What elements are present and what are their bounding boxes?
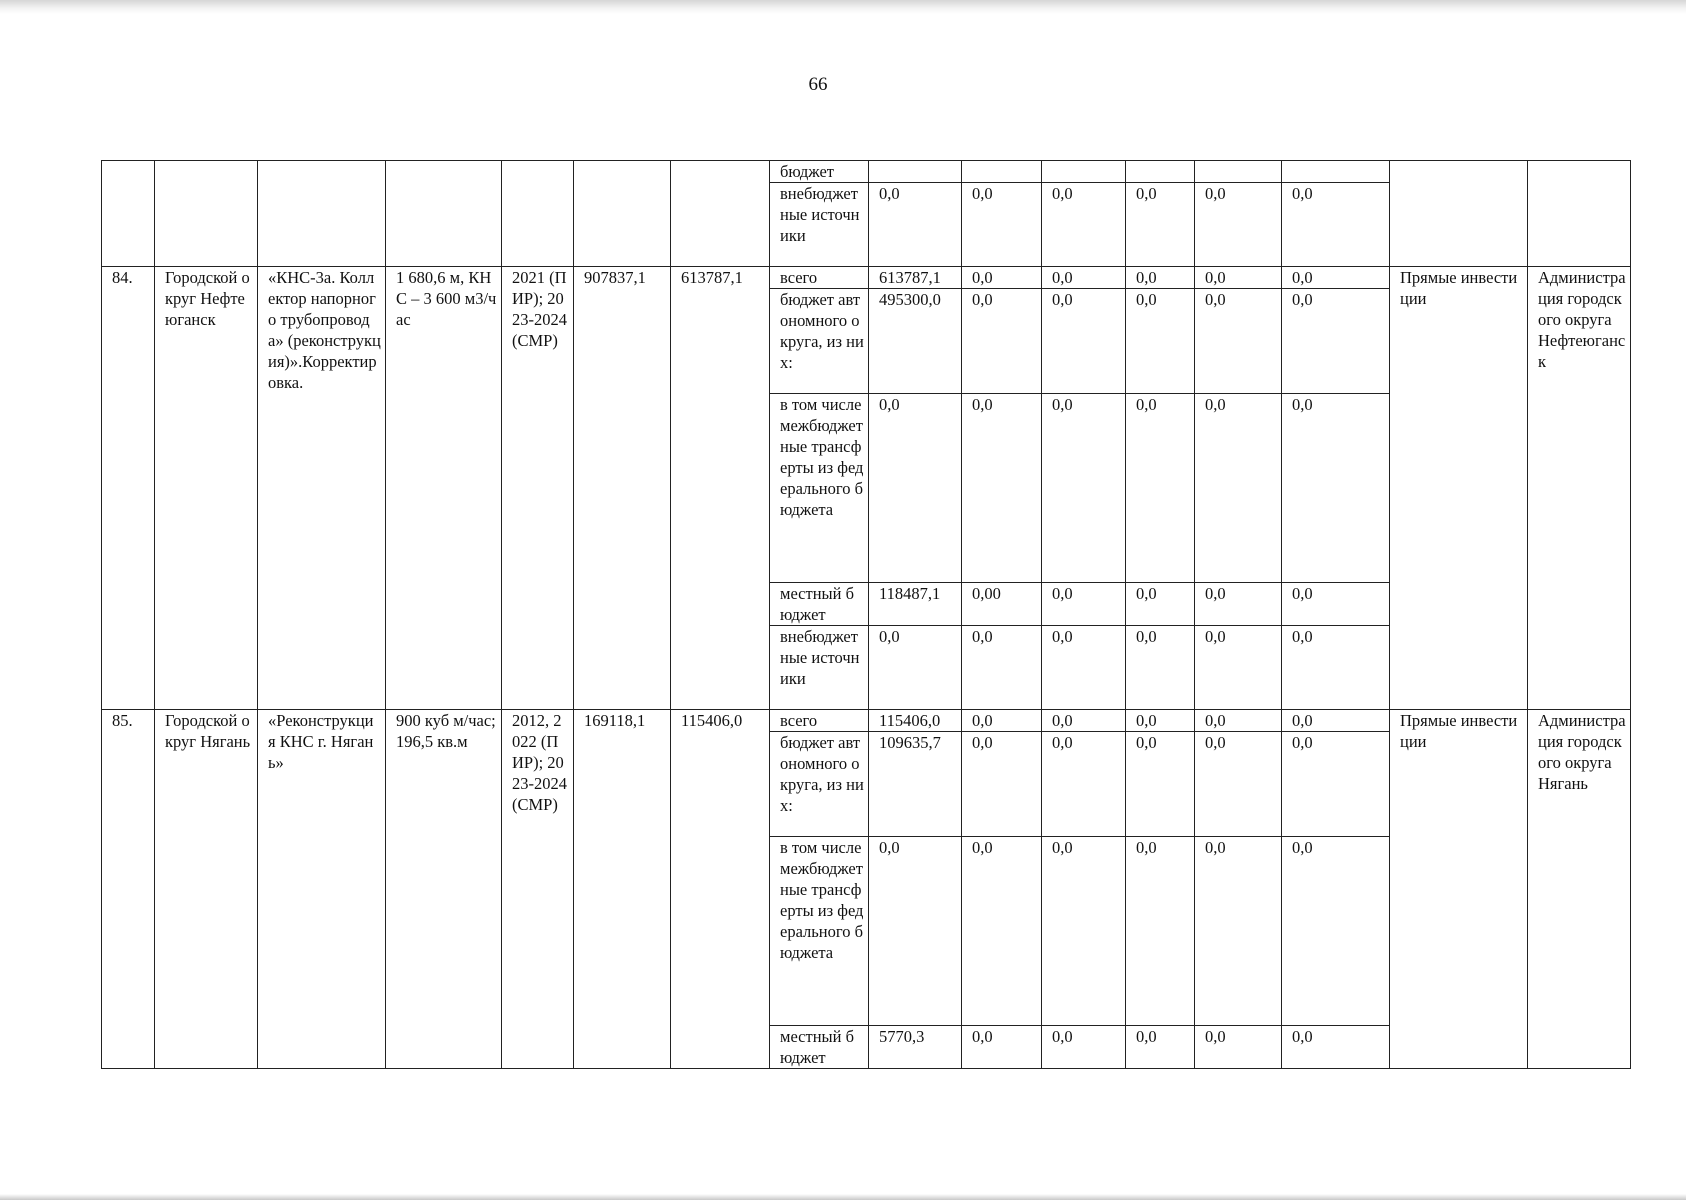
scan-edge-bottom [0, 1194, 1686, 1200]
capacity-cell [386, 161, 502, 267]
remaining-cell: 115406,0 [671, 710, 770, 1069]
value-cell: 0,0 [1195, 394, 1282, 583]
value-cell: 0,0 [1195, 1026, 1282, 1069]
value-cell: 0,0 [1126, 626, 1195, 710]
num-cell: 84. [102, 267, 155, 710]
value-cell: 0,0 [1042, 583, 1126, 626]
value-cell: 0,0 [1042, 394, 1126, 583]
value-cell: 0,0 [1282, 710, 1390, 732]
object-cell: «Реконструкция КНС г. Нягань» [258, 710, 386, 1069]
table-row [102, 710, 1631, 732]
value-cell: 0,0 [1126, 732, 1195, 837]
value-cell [962, 161, 1042, 183]
customer-cell: Администрация городского округа Нягань [1528, 710, 1631, 1069]
value-cell: 0,0 [1282, 583, 1390, 626]
value-cell: 0,0 [1195, 837, 1282, 1026]
funding-source-cell: в том числе межбюджетные трансферты из федерального бюджета [770, 837, 869, 1026]
value-cell: 115406,0 [869, 710, 962, 732]
value-cell: 0,0 [1126, 289, 1195, 394]
value-cell: 0,0 [1042, 289, 1126, 394]
value-cell: 0,0 [869, 183, 962, 267]
value-cell: 0,0 [1126, 394, 1195, 583]
value-cell: 0,0 [1195, 732, 1282, 837]
value-cell: 0,0 [1042, 837, 1126, 1026]
funding-source-cell: местный бюджет [770, 1026, 869, 1069]
customer-cell: Администрация городского округа Нефтеюганск [1528, 267, 1631, 710]
funding-source-cell: местный бюджет [770, 583, 869, 626]
table-row [102, 267, 1631, 289]
value-cell: 613787,1 [869, 267, 962, 289]
value-cell: 0,0 [1282, 837, 1390, 1026]
value-cell: 0,0 [1042, 1026, 1126, 1069]
value-cell: 0,0 [1126, 1026, 1195, 1069]
value-cell: 0,0 [1282, 183, 1390, 267]
value-cell: 0,0 [1282, 267, 1390, 289]
value-cell: 0,0 [1282, 289, 1390, 394]
value-cell: 118487,1 [869, 583, 962, 626]
funding-source-cell: всего [770, 710, 869, 732]
funding-source-cell: всего [770, 267, 869, 289]
remaining-cell: 613787,1 [671, 267, 770, 710]
page-number: 66 [808, 74, 828, 95]
value-cell: 0,0 [962, 267, 1042, 289]
form-cell: Прямые инвестиции [1390, 710, 1528, 1069]
value-cell: 0,0 [962, 626, 1042, 710]
value-cell: 0,0 [962, 837, 1042, 1026]
cost-cell: 169118,1 [574, 710, 671, 1069]
value-cell: 0,0 [962, 289, 1042, 394]
cost-cell: 907837,1 [574, 267, 671, 710]
period-cell: 2021 (ПИР); 2023-2024 (СМР) [502, 267, 574, 710]
object-cell [258, 161, 386, 267]
municipality-cell [155, 161, 258, 267]
value-cell: 109635,7 [869, 732, 962, 837]
value-cell: 0,0 [962, 710, 1042, 732]
value-cell [1126, 161, 1195, 183]
funding-source-cell: бюджет автономного округа, из них: [770, 732, 869, 837]
value-cell: 0,0 [1042, 710, 1126, 732]
municipality-cell: Городской округ Нягань [155, 710, 258, 1069]
value-cell: 0,0 [1282, 626, 1390, 710]
value-cell: 0,0 [1282, 732, 1390, 837]
funding-source-cell: в том числе межбюджетные трансферты из федерального бюджета [770, 394, 869, 583]
value-cell [1282, 161, 1390, 183]
cost-cell [574, 161, 671, 267]
value-cell: 0,0 [1195, 267, 1282, 289]
value-cell: 0,0 [1282, 394, 1390, 583]
scan-edge-top [0, 0, 1686, 14]
value-cell: 0,0 [1126, 837, 1195, 1026]
value-cell: 5770,3 [869, 1026, 962, 1069]
value-cell: 0,0 [1042, 267, 1126, 289]
value-cell: 0,0 [962, 1026, 1042, 1069]
value-cell: 0,0 [869, 626, 962, 710]
object-cell: «КНС-3а. Коллектор напорного трубопровода» (реконструкция)».Корректировка. [258, 267, 386, 710]
investment-table [101, 160, 1631, 1069]
value-cell: 0,0 [1195, 626, 1282, 710]
funding-source-cell: внебюджетные источники [770, 626, 869, 710]
funding-source-cell: бюджет автономного округа, из них: [770, 289, 869, 394]
capacity-cell: 900 куб м/час; 196,5 кв.м [386, 710, 502, 1069]
value-cell: 0,00 [962, 583, 1042, 626]
value-cell: 0,0 [1042, 732, 1126, 837]
capacity-cell: 1 680,6 м, КНС – 3 600 м3/час [386, 267, 502, 710]
remaining-cell [671, 161, 770, 267]
num-cell [102, 161, 155, 267]
value-cell: 0,0 [1126, 183, 1195, 267]
form-cell [1390, 161, 1528, 267]
period-cell: 2012, 2022 (ПИР); 2023-2024 (СМР) [502, 710, 574, 1069]
value-cell: 0,0 [869, 837, 962, 1026]
value-cell: 0,0 [962, 394, 1042, 583]
customer-cell [1528, 161, 1631, 267]
value-cell: 0,0 [1195, 583, 1282, 626]
value-cell [1042, 161, 1126, 183]
value-cell [1195, 161, 1282, 183]
value-cell: 0,0 [1195, 289, 1282, 394]
period-cell [502, 161, 574, 267]
value-cell: 0,0 [1195, 710, 1282, 732]
value-cell: 0,0 [1195, 183, 1282, 267]
funding-source-cell: внебюджетные источники [770, 183, 869, 267]
form-cell: Прямые инвестиции [1390, 267, 1528, 710]
value-cell: 0,0 [1282, 1026, 1390, 1069]
value-cell: 495300,0 [869, 289, 962, 394]
value-cell: 0,0 [1126, 583, 1195, 626]
municipality-cell: Городской округ Нефтеюганск [155, 267, 258, 710]
value-cell: 0,0 [869, 394, 962, 583]
table-row [102, 161, 1631, 183]
funding-source-cell: бюджет [770, 161, 869, 183]
value-cell: 0,0 [1126, 710, 1195, 732]
value-cell: 0,0 [1042, 626, 1126, 710]
value-cell: 0,0 [962, 732, 1042, 837]
value-cell [869, 161, 962, 183]
value-cell: 0,0 [1042, 183, 1126, 267]
value-cell: 0,0 [962, 183, 1042, 267]
num-cell: 85. [102, 710, 155, 1069]
value-cell: 0,0 [1126, 267, 1195, 289]
